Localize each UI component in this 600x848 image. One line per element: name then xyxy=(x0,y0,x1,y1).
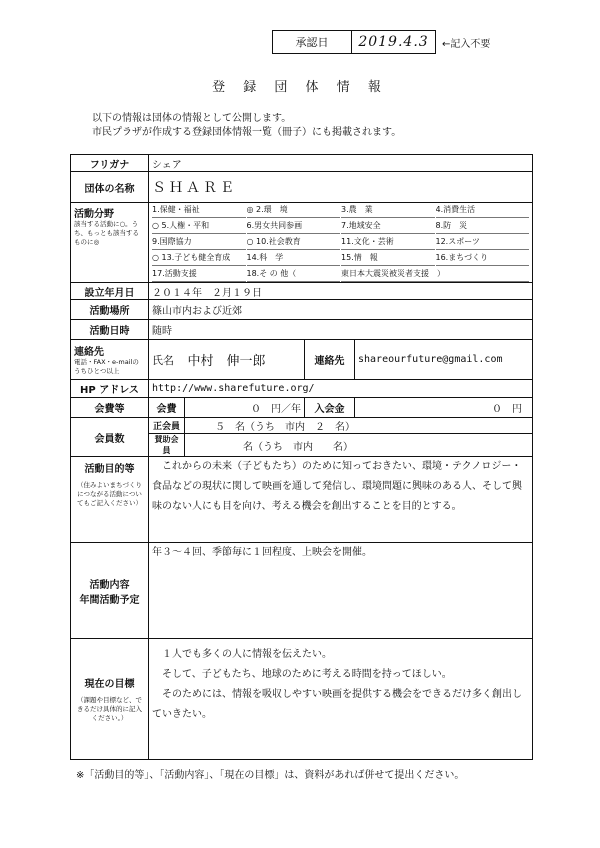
field-item: 17.活動支援 xyxy=(152,267,246,282)
contact-cell xyxy=(71,340,149,380)
goal-cell xyxy=(71,639,149,760)
field-item: 12.スポーツ xyxy=(436,235,530,250)
regular-members-label: 正会員 xyxy=(149,418,185,434)
contact-email: shareourfuture@gmail.com xyxy=(355,340,533,380)
approval-note: ←記入不要 xyxy=(442,39,491,50)
purpose-note: （住みよいまちづくりにつながる活動についてもご記入ください） xyxy=(77,481,142,507)
field-item: 1.保健・福祉 xyxy=(152,203,246,218)
approval-label: 承認日 xyxy=(273,31,352,53)
place-value: 篠山市内および近郊 xyxy=(149,300,533,320)
regular-members-value: ５ 名（うち 市内 ２ 名） xyxy=(185,418,533,434)
schedule-label: 年間活動予定 xyxy=(79,594,140,606)
field-item: 8.防 災 xyxy=(436,219,530,234)
time-value: 随時 xyxy=(149,320,533,340)
field-item: 3.農 業 xyxy=(341,203,435,218)
field-item: 6.男女共同参画 xyxy=(247,219,341,234)
fields-grid xyxy=(152,203,529,282)
fee-sub-label: 会費 xyxy=(149,398,185,418)
content-label: 活動内容 xyxy=(89,579,130,591)
field-item: 4.消費生活 xyxy=(436,203,530,218)
furigana-label: フリガナ xyxy=(71,155,149,172)
footer-note: ※「活動目的等」、「活動内容」、「現在の目標」は、資料があれば併せて提出ください。 xyxy=(76,770,465,781)
goal-line-2: そして、子どもたち、地球のために考える時間を持ってほしい。 xyxy=(162,669,452,680)
hp-url: http://www.sharefuture.org/ xyxy=(149,380,533,398)
field-item: 16.まちづくり xyxy=(436,251,530,266)
field-item: ○ 10.社会教育 xyxy=(247,235,341,250)
members-label: 会員数 xyxy=(71,418,149,457)
field-item: 9.国際協力 xyxy=(152,235,246,250)
goal-note: （課題や目標など、できるだけ具体的に記入ください。） xyxy=(77,696,142,722)
content-text: 年３～４回、季節毎に１回程度、上映会を開催。 xyxy=(149,543,533,639)
field-item: 7.地域安全 xyxy=(341,219,435,234)
org-name-label: 団体の名称 xyxy=(71,172,149,203)
approval-box xyxy=(272,30,436,54)
field-item: 14.科 学 xyxy=(247,251,341,266)
registration-form xyxy=(70,154,533,760)
fields-label: 活動分野 xyxy=(74,209,114,220)
support-members-value: 名（うち 市内 名） xyxy=(185,434,533,457)
org-name-value: ＳＨＡＲＥ xyxy=(149,172,533,203)
hp-label: HP アドレス xyxy=(71,380,149,398)
field-item: ○ 5.人権・平和 xyxy=(152,219,246,234)
contact-label: 連絡先 xyxy=(74,347,104,358)
field-item-other: 東日本大震災被災者支援 ） xyxy=(341,267,529,282)
fee-label: 会費等 xyxy=(71,398,149,418)
furigana-value: シェア xyxy=(149,155,533,172)
fields-cell xyxy=(71,203,149,283)
entry-fee-value: ０ 円 xyxy=(355,398,533,418)
goal-line-3: そのためには、情報を吸収しやすい映画を提供する機会をできるだけ多く創出していきたい。 xyxy=(152,689,522,720)
contact-name: 中村 伸一郎 xyxy=(185,340,305,380)
goal-line-1: １人でも多くの人に情報を伝えたい。 xyxy=(162,649,332,660)
content-cell xyxy=(71,543,149,639)
goal-text xyxy=(149,639,533,760)
contact-note: 電話・FAX・e-mailのうちひとつ以上 xyxy=(74,358,139,375)
place-label: 活動場所 xyxy=(71,300,149,320)
field-item: ○ 13.子ども健全育成 xyxy=(152,251,246,266)
fields-grid-cell xyxy=(149,203,533,283)
name-label: 氏名 xyxy=(149,340,185,380)
goal-label: 現在の目標 xyxy=(84,679,135,690)
entry-fee-label: 入会金 xyxy=(305,398,355,418)
time-label: 活動日時 xyxy=(71,320,149,340)
field-item: 11.文化・芸術 xyxy=(341,235,435,250)
field-item: ◎ 2.環 境 xyxy=(247,203,341,218)
purpose-label: 活動目的等 xyxy=(84,464,135,475)
support-members-label: 賛助会員 xyxy=(149,434,185,457)
intro-line-2: 市民プラザが作成する登録団体情報一覧（冊子）にも掲載されます。 xyxy=(92,127,402,138)
fields-note: 該当する活動に○。うち、もっとも該当するものに◎ xyxy=(74,220,139,246)
page-title: 登 録 団 体 情 報 xyxy=(212,80,388,95)
approval-date: 2019.4.3 xyxy=(358,34,429,50)
purpose-cell xyxy=(71,457,149,543)
contact-method-label: 連絡先 xyxy=(305,340,355,380)
founded-label: 設立年月日 xyxy=(71,283,149,300)
intro-line-1: 以下の情報は団体の情報として公開します。 xyxy=(92,113,292,124)
fee-value: ０ 円／年 xyxy=(185,398,305,418)
founded-value: ２０１４年 ２月１９日 xyxy=(149,283,533,300)
purpose-text: これからの未来（子どもたち）のために知っておきたい、環境・テクノロジー・食品などの現状に関して映画を通して発信し、環境問題に興味のある人、そして興味のない人にも目を向け、考える機会を創出することを目的とする。 xyxy=(149,457,533,543)
field-item: 18.そ の 他（ xyxy=(247,267,341,282)
field-item: 15.情 報 xyxy=(341,251,435,266)
